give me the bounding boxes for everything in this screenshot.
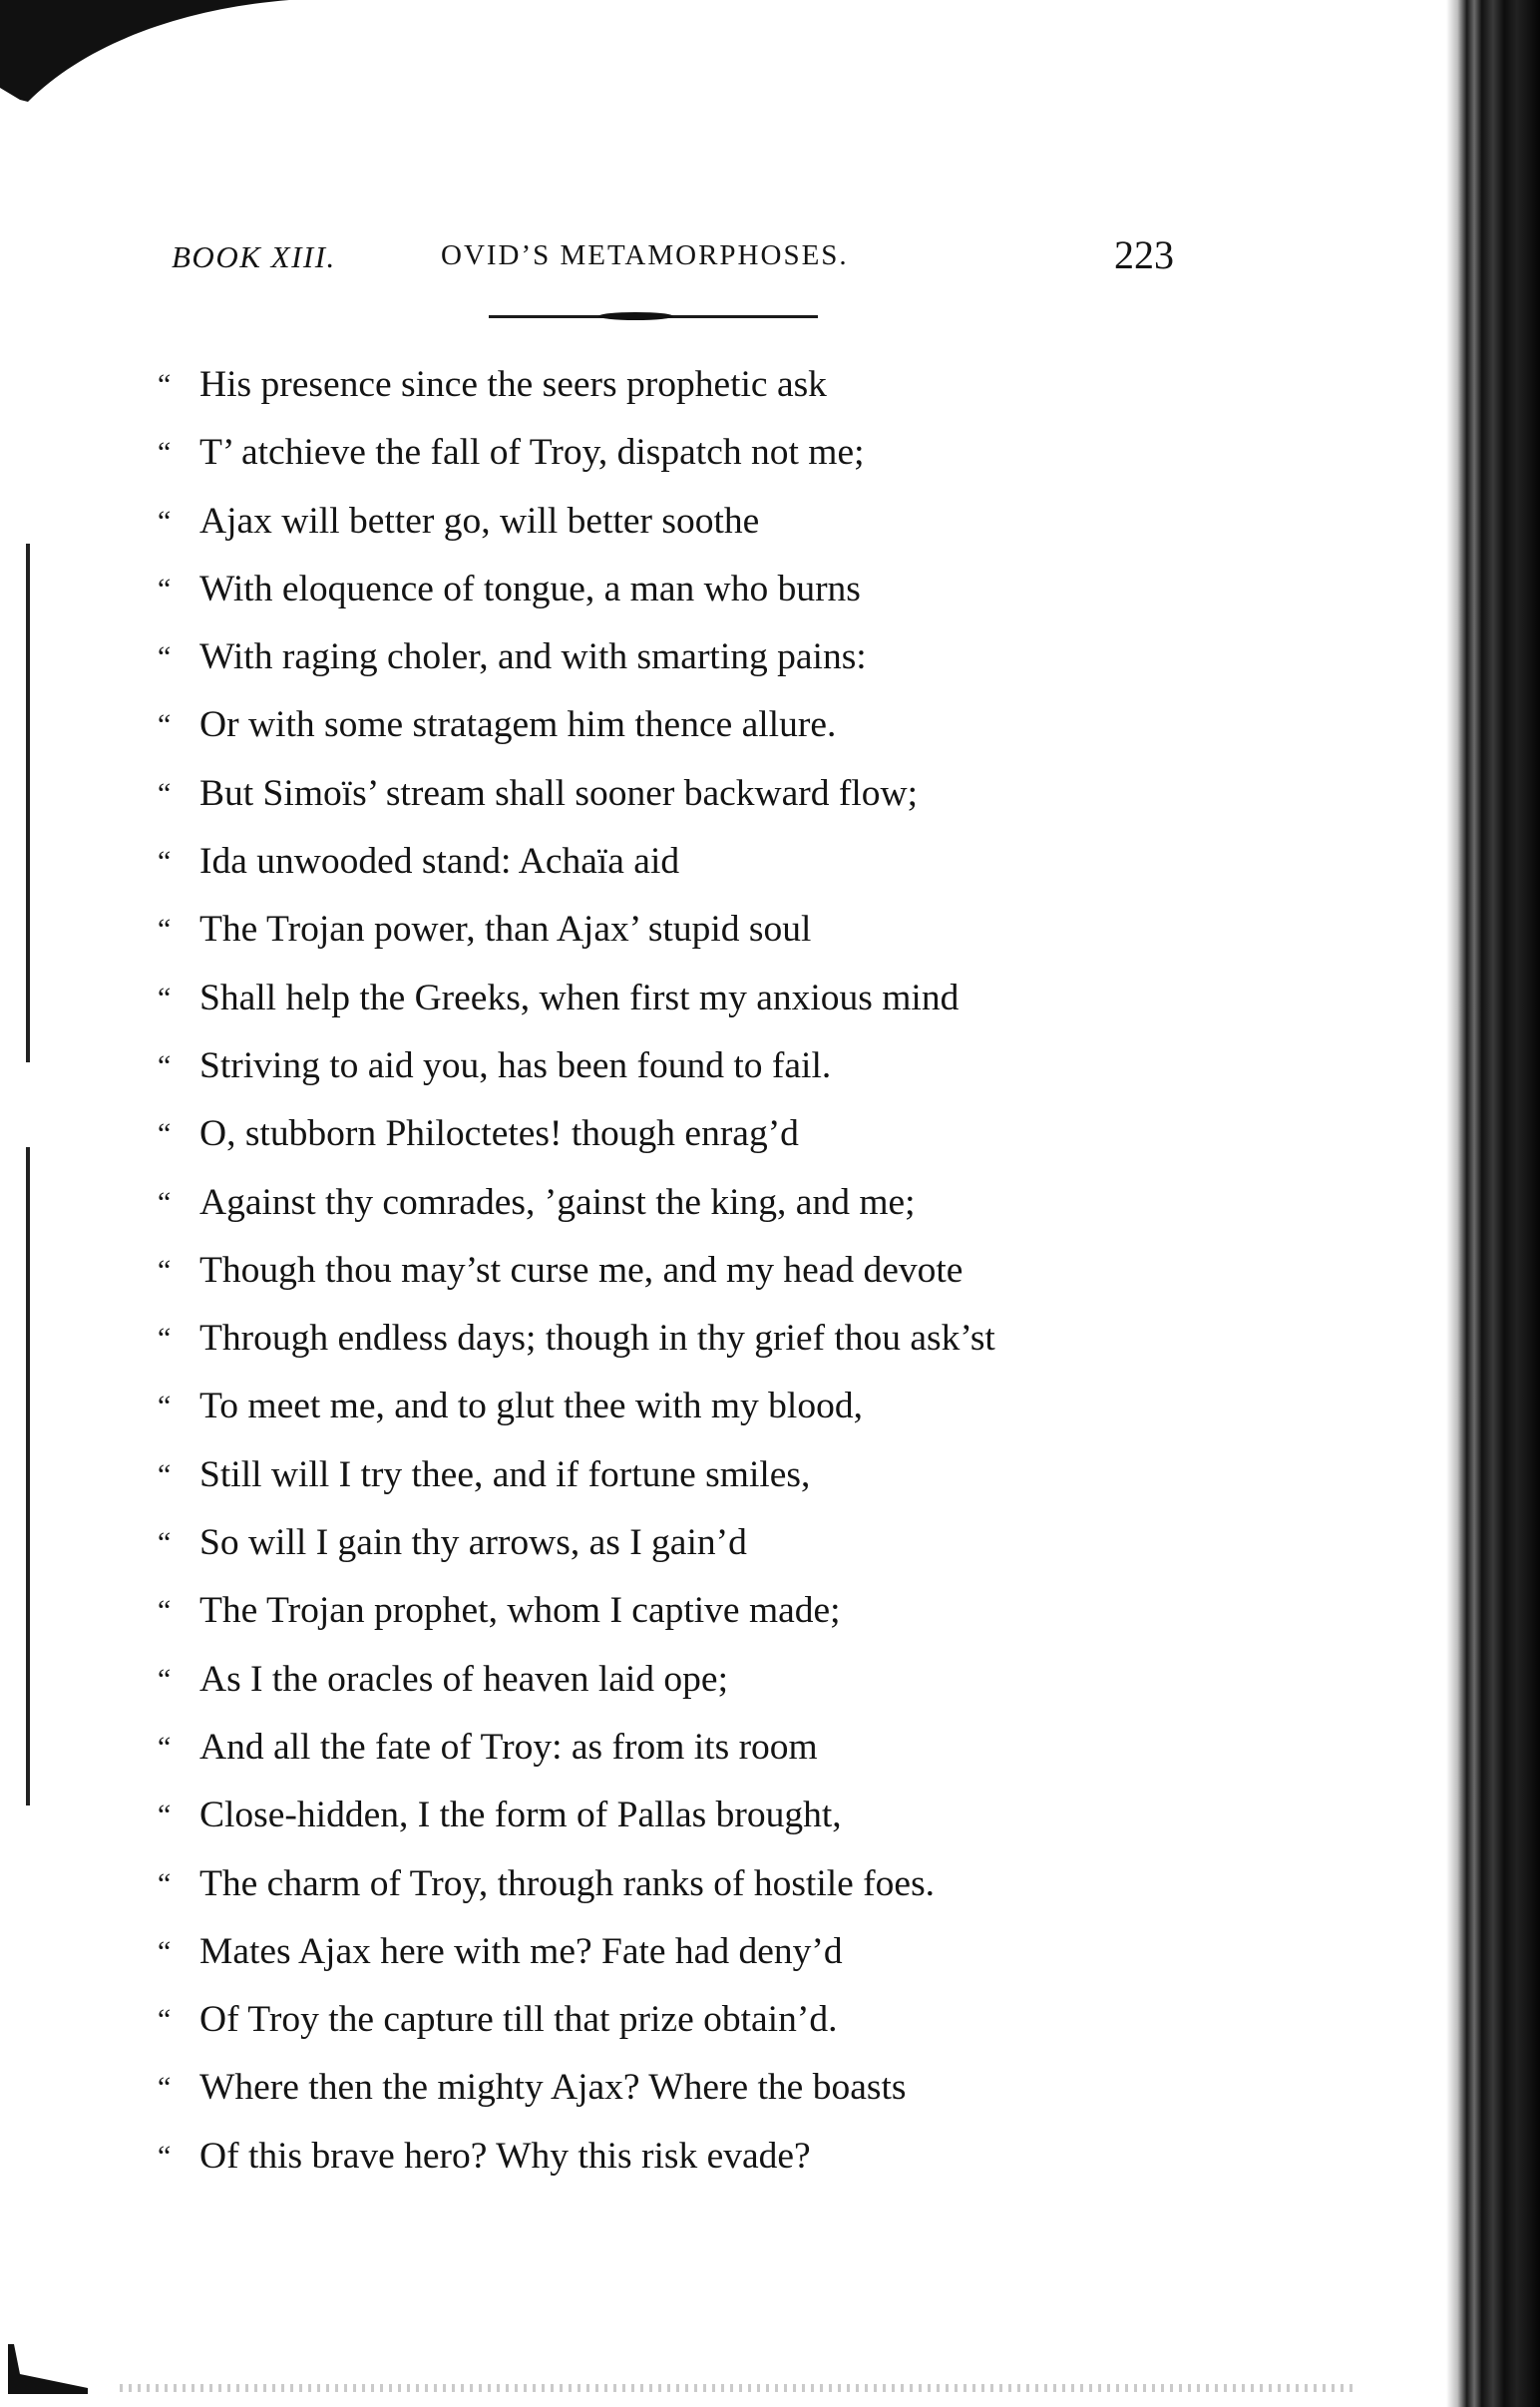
margin-mark [26, 544, 30, 1062]
verse-line-text: Mates Ajax here with me? Fate had deny’d [199, 1930, 843, 1972]
binding-shadow [1446, 0, 1540, 2407]
verse-line [158, 1646, 1215, 1714]
verse-line [158, 419, 1215, 487]
book-label: BOOK XIII. [172, 239, 336, 274]
verse-line-text: Striving to aid you, has been found to fail. [199, 1044, 832, 1086]
verse-line [158, 1032, 1215, 1100]
verse-block [158, 351, 1215, 2191]
verse-line-text: And all the fate of Troy: as from its room [199, 1726, 818, 1768]
quotation-mark: “ [158, 1526, 172, 1560]
verse-line [158, 760, 1215, 828]
quotation-mark: “ [158, 1799, 172, 1832]
verse-line [158, 488, 1215, 556]
verse-line [158, 1100, 1215, 1168]
quotation-mark: “ [158, 845, 172, 879]
verse-line-text: T’ atchieve the fall of Troy, dispatch not me; [199, 432, 865, 474]
quotation-mark: “ [158, 1730, 172, 1764]
quotation-mark: “ [158, 2003, 172, 2037]
verse-line-text: The charm of Troy, through ranks of hostile foes. [199, 1862, 936, 1904]
verse-line-text: With raging choler, and with smarting pains: [199, 636, 867, 678]
verse-line [158, 351, 1215, 419]
verse-line [158, 1918, 1215, 1986]
verse-line [158, 1441, 1215, 1509]
quotation-mark: “ [158, 640, 172, 674]
running-title: OVID’S METAMORPHOSES. [441, 239, 849, 271]
quotation-mark: “ [158, 1117, 172, 1151]
quotation-mark: “ [158, 436, 172, 470]
verse-line [158, 623, 1215, 691]
verse-line [158, 1305, 1215, 1373]
verse-line-text: Where then the mighty Ajax? Where the boasts [199, 2067, 907, 2109]
quotation-mark: “ [158, 2139, 172, 2173]
corner-shadow-mark [0, 0, 289, 110]
quotation-mark: “ [158, 368, 172, 401]
page-number: 223 [1114, 232, 1174, 277]
verse-line [158, 1373, 1215, 1440]
verse-line-text: But Simoïs’ stream shall sooner backward flow; [199, 772, 919, 814]
quotation-mark: “ [158, 1594, 172, 1628]
verse-line [158, 1577, 1215, 1645]
verse-line-text: Though thou may’st curse me, and my head devote [199, 1249, 963, 1291]
quotation-mark: “ [158, 1457, 172, 1491]
verse-line-text: To meet me, and to glut thee with my blood, [199, 1386, 863, 1427]
verse-line-text: The Trojan power, than Ajax’ stupid soul [199, 909, 812, 951]
verse-line [158, 1986, 1215, 2054]
quotation-mark: “ [158, 572, 172, 605]
verse-line-text: The Trojan prophet, whom I captive made; [199, 1590, 841, 1632]
quotation-mark: “ [158, 1866, 172, 1900]
running-header [172, 231, 1174, 291]
verse-line-text: Of Troy the capture till that prize obtain’d. [199, 1999, 838, 2041]
verse-line-text: Against thy comrades, ’gainst the king, and me; [199, 1181, 916, 1223]
quotation-mark: “ [158, 2071, 172, 2105]
quotation-mark: “ [158, 1662, 172, 1696]
quotation-mark: “ [158, 1253, 172, 1287]
margin-mark [26, 1147, 30, 1805]
quotation-mark: “ [158, 981, 172, 1014]
verse-line-text: Through endless days; though in thy grief thou ask’st [199, 1318, 995, 1360]
quotation-mark: “ [158, 913, 172, 947]
verse-line-text: Ajax will better go, will better soothe [199, 500, 760, 542]
verse-line [158, 1850, 1215, 1918]
verse-line [158, 691, 1215, 759]
verse-line-text: As I the oracles of heaven laid ope; [199, 1658, 728, 1700]
verse-line [158, 1237, 1215, 1305]
verse-line-text: Close-hidden, I the form of Pallas brought, [199, 1795, 842, 1836]
quotation-mark: “ [158, 504, 172, 538]
verse-line [158, 828, 1215, 896]
verse-line-text: Or with some stratagem him thence allure. [199, 704, 837, 746]
quotation-mark: “ [158, 1322, 172, 1356]
verse-line [158, 1169, 1215, 1237]
bottom-edge-speckle [120, 2384, 1356, 2392]
verse-line [158, 2123, 1215, 2191]
bottom-corner-mark [8, 2344, 88, 2394]
verse-line-text: So will I gain thy arrows, as I gain’d [199, 1522, 747, 1564]
verse-line [158, 965, 1215, 1032]
verse-line-text: Of this brave hero? Why this risk evade? [199, 2135, 811, 2177]
quotation-mark: “ [158, 708, 172, 742]
verse-line-text: Ida unwooded stand: Achaïa aid [199, 841, 680, 883]
quotation-mark: “ [158, 1390, 172, 1423]
verse-line-text: Shall help the Greeks, when first my anxious mind [199, 977, 960, 1018]
verse-line [158, 896, 1215, 964]
quotation-mark: “ [158, 776, 172, 810]
quotation-mark: “ [158, 1934, 172, 1968]
verse-line-text: O, stubborn Philoctetes! though enrag’d [199, 1113, 799, 1155]
header-rule [489, 315, 818, 318]
verse-line-text: With eloquence of tongue, a man who burns [199, 568, 861, 609]
verse-line-text: Still will I try thee, and if fortune smiles, [199, 1453, 811, 1495]
quotation-mark: “ [158, 1185, 172, 1219]
verse-line [158, 2054, 1215, 2122]
quotation-mark: “ [158, 1048, 172, 1082]
verse-line-text: His presence since the seers prophetic ask [199, 364, 827, 405]
verse-line [158, 556, 1215, 623]
verse-line [158, 1714, 1215, 1782]
verse-line [158, 1782, 1215, 1849]
verse-line [158, 1509, 1215, 1577]
